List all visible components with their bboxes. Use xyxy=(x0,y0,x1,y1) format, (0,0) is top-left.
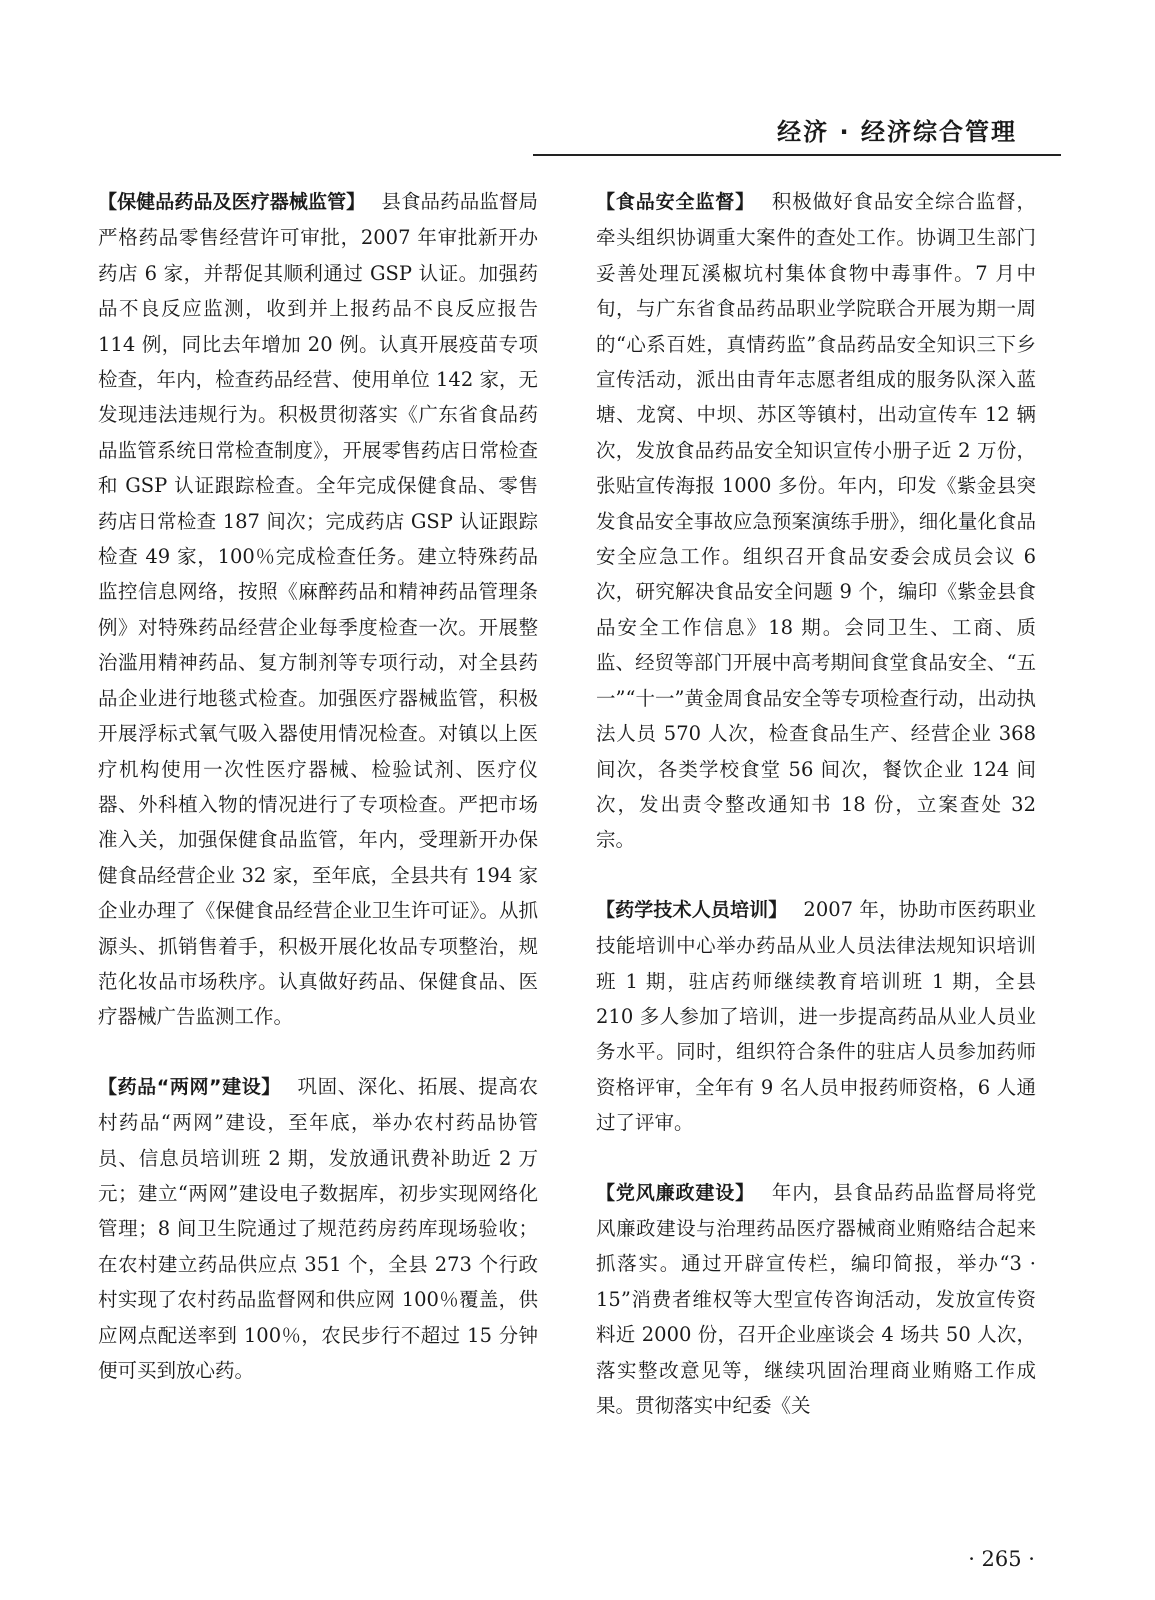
page-header-title: 经济 · 经济综合管理 xyxy=(777,118,1017,146)
section-title: 【食品安全监督】 xyxy=(596,191,756,213)
section-food-safety-supervision xyxy=(596,184,1036,858)
section-body: 积极做好食品安全综合监督，牵头组织协调重大案件的查处工作。协调卫生部门妥善处理瓦溪椒坑村集体食物中毒事件。7 月中旬，与广东省食品药品职业学院联合开展为期一周的“心系百姓，真情药监”食品药品安全知识三下乡宣传活动，派出由青年志愿者组成的服务队深入蓝塘、龙窝、中坝、苏区等镇村，出动宣传车 12 辆次，发放食品药品安全知识宣传小册子近 2 万份，张贴宣传海报 1000 多份。年内，印发《紫金县突发食品安全事故应急预案演练手册》，细化量化食品安全应急工作。组织召开食品安委会成员会议 6 次，研究解决食品安全问题 9 个，编印《紫金县食品安全工作信息》18 期。会同卫生、工商、质监、经贸等部门开展中高考期间食堂食品安全、“五一”“十一”黄金周食品安全等专项检查行动，出动执法人员 570 人次，检查食品生产、经营企业 368 间次，各类学校食堂 56 间次，餐饮企业 124 间次，发出责令整改通知书 18 份，立案查处 32 宗。 xyxy=(596,190,1036,852)
section-party-integrity xyxy=(596,1175,1036,1424)
section-body: 县食品药品监督局严格药品零售经营许可审批，2007 年审批新开办药店 6 家，并帮促其顺利通过 GSP 认证。加强药品不良反应监测，收到并上报药品不良反应报告 114 例，同比去年增加 20 例。认真开展疫苗专项检查，年内，检查药品经营、使用单位 142 家，无发现违法违规行为。积极贯彻落实《广东省食品药品监管系统日常检查制度》，开展零售药店日常检查和 GSP 认证跟踪检查。全年完成保健食品、零售药店日常检查 187 间次；完成药店 GSP 认证跟踪检查 49 家，100％完成检查任务。建立特殊药品监控信息网络，按照《麻醉药品和精神药品管理条例》对特殊药品经营企业每季度检查一次。开展整治滥用精神药品、复方制剂等专项行动，对全县药品企业进行地毯式检查。加强医疗器械监管，积极开展浮标式氧气吸入器使用情况检查。对镇以上医疗机构使用一次性医疗器械、检验试剂、医疗仪器、外科植入物的情况进行了专项检查。严把市场准入关，加强保健食品监管，年内，受理新开办保健食品经营企业 32 家，至年底，全县共有 194 家企业办理了《保健食品经营企业卫生许可证》。从抓源头、抓销售着手，积极开展化妆品专项整治，规范化妆品市场秩序。认真做好药品、保健食品、医疗器械广告监测工作。 xyxy=(98,190,538,1029)
header-rule xyxy=(533,154,1061,156)
section-health-products-supervision xyxy=(98,184,538,1035)
section-pharmacist-training xyxy=(596,892,1036,1141)
section-body: 巩固、深化、拓展、提高农村药品“两网”建设，至年底，举办农村药品协管员、信息员培训班 2 期，发放通讯费补助近 2 万元；建立“两网”建设电子数据库，初步实现网络化管理；8 间卫生院通过了规范药房药库现场验收；在农村建立药品供应点 351 个，全县 273 个行政村实现了农村药品监督网和供应网 100％覆盖，供应网点配送率到 100％，农民步行不超过 15 分钟便可买到放心药。 xyxy=(98,1074,538,1382)
right-column xyxy=(596,184,1036,1457)
section-title: 【党风廉政建设】 xyxy=(596,1181,756,1204)
page-number: · 265 · xyxy=(968,1547,1035,1571)
section-two-networks-construction xyxy=(98,1069,538,1389)
section-body: 年内，县食品药品监督局将党风廉政建设与治理药品医疗器械商业贿赂结合起来抓落实。通过开辟宣传栏，编印简报，举办“3 · 15”消费者维权等大型宣传咨询活动，发放宣传资料近 2000 份，召开企业座谈会 4 场共 50 人次，落实整改意见等，继续巩固治理商业贿赂工作成果。贯彻落实中纪委《关 xyxy=(596,1180,1036,1417)
left-column xyxy=(98,184,538,1422)
section-title: 【药品“两网”建设】 xyxy=(98,1075,281,1098)
section-title: 【药学技术人员培训】 xyxy=(596,898,788,921)
section-body: 2007 年，协助市医药职业技能培训中心举办药品从业人员法律法规知识培训班 1 期，驻店药师继续教育培训班 1 期，全县 210 多人参加了培训，进一步提高药品从业人员业务水平。同时，组织符合条件的驻店人员参加药师资格评审，全年有 9 名人员申报药师资格，6 人通过了评审。 xyxy=(596,897,1036,1135)
section-title: 【保健品药品及医疗器械监管】 xyxy=(98,191,366,213)
